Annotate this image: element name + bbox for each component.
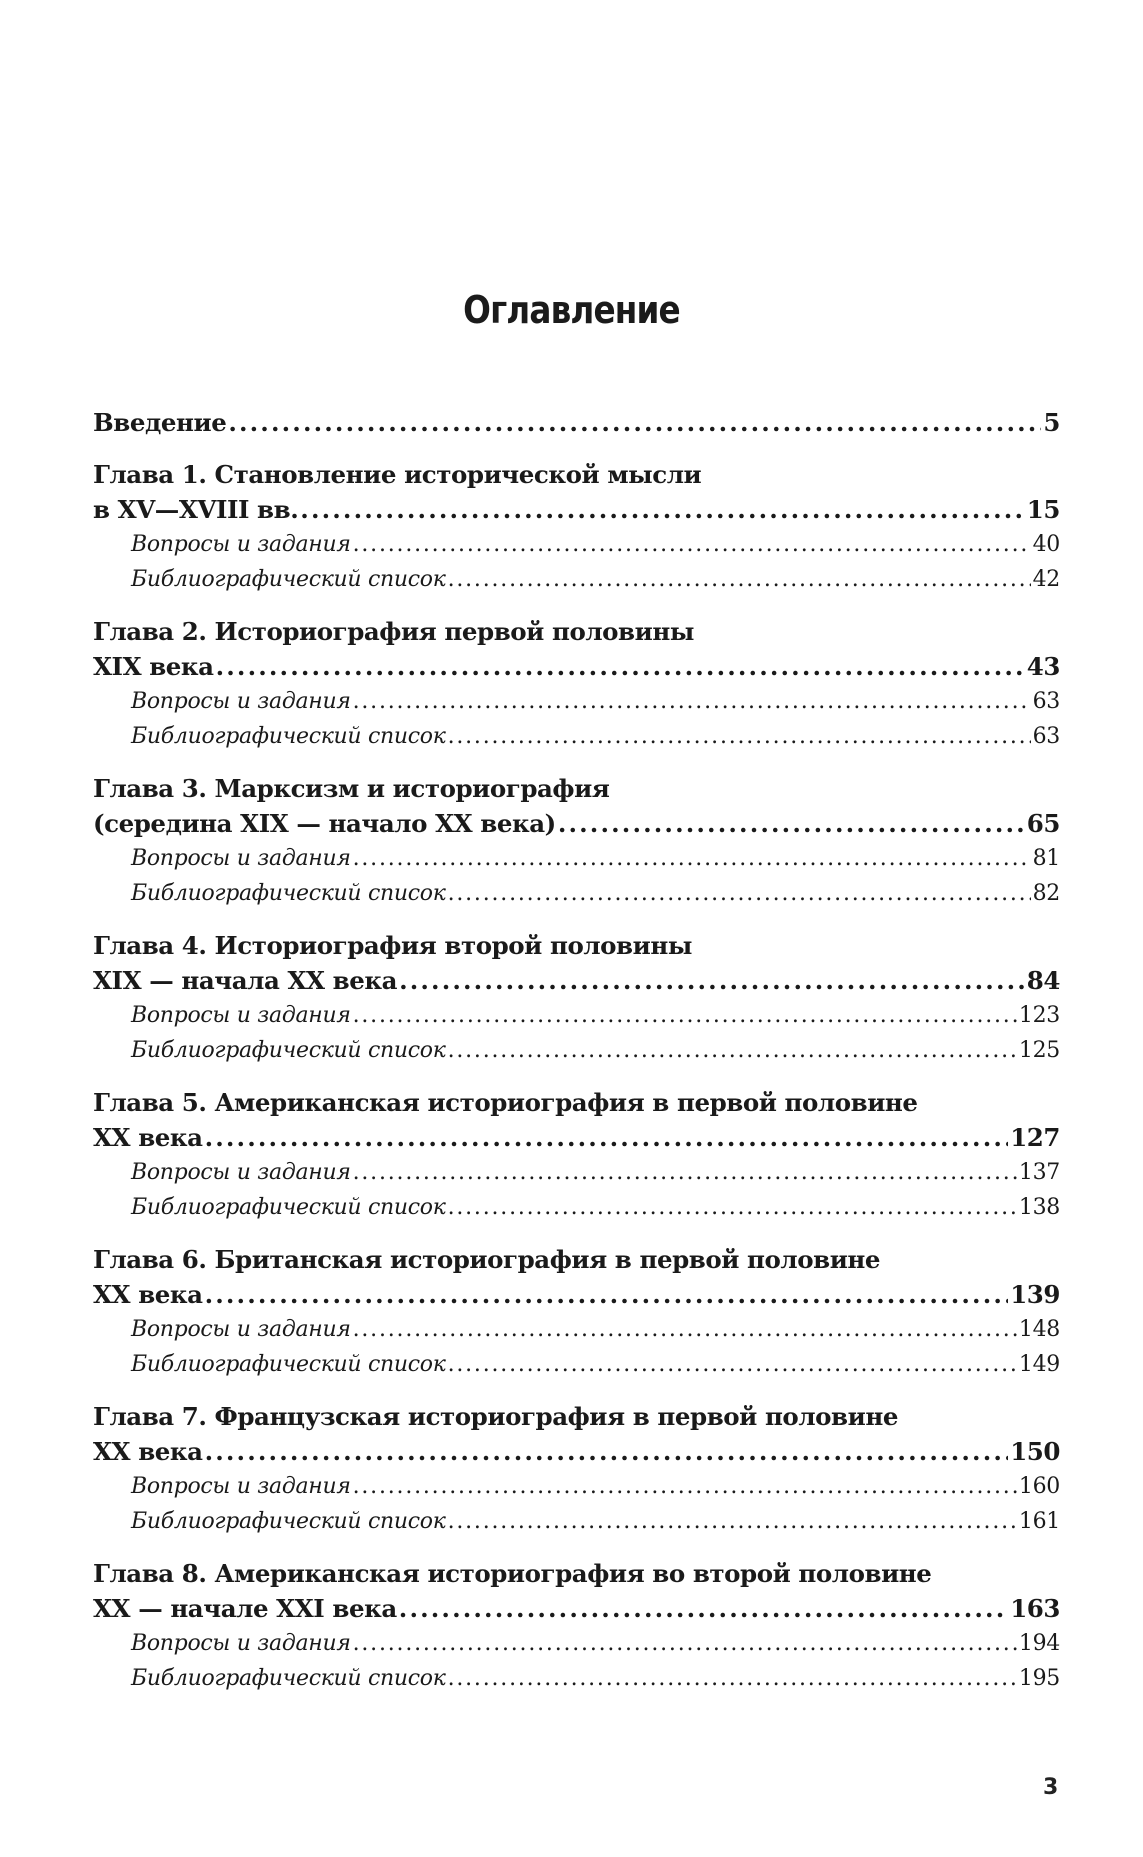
toc-page-number: 160 — [1018, 1474, 1060, 1499]
dot-leader — [205, 1434, 1009, 1469]
toc-page-number: 65 — [1026, 809, 1060, 838]
toc-entry-label: Введение — [93, 408, 227, 437]
toc-gap — [93, 597, 1060, 614]
toc-subentry-label: Вопросы и задания — [131, 846, 351, 871]
toc-page-number: 40 — [1032, 532, 1060, 557]
toc-subentry-label: Библиографический список — [131, 1509, 446, 1534]
toc-entry-title-continued[interactable] — [93, 1434, 1060, 1469]
toc-subentry-label: Вопросы и задания — [131, 1317, 351, 1342]
toc-subentry-label: Библиографический список — [131, 1352, 446, 1377]
dot-leader — [448, 1190, 1017, 1225]
dot-leader — [448, 719, 1031, 754]
toc-entry-ch1 — [93, 457, 1060, 597]
toc-entry-title[interactable] — [93, 405, 1060, 440]
dot-leader — [399, 963, 1025, 998]
toc-subentry[interactable] — [93, 1155, 1060, 1190]
toc-subentry-label: Вопросы и задания — [131, 532, 351, 557]
toc-page-number: 125 — [1018, 1038, 1060, 1063]
toc-entry-title[interactable] — [93, 1399, 1060, 1434]
dot-leader — [216, 649, 1025, 684]
toc-entry-ch2 — [93, 614, 1060, 754]
toc-entry-title[interactable] — [93, 614, 1060, 649]
toc-entry-title-continued[interactable] — [93, 492, 1060, 527]
toc-entry-label: XX века — [93, 1123, 203, 1152]
toc-subentry[interactable] — [93, 1626, 1060, 1661]
toc-page-number: 194 — [1018, 1631, 1060, 1656]
dot-leader — [353, 841, 1031, 876]
toc-page-number: 161 — [1018, 1509, 1060, 1534]
dot-leader — [448, 1661, 1017, 1696]
page-title: Оглавление — [463, 288, 680, 332]
toc-gap — [93, 1382, 1060, 1399]
toc-entry-title-continued[interactable] — [93, 963, 1060, 998]
dot-leader — [300, 492, 1025, 527]
dot-leader — [205, 1120, 1009, 1155]
toc-page-number: 139 — [1010, 1280, 1060, 1309]
toc-subentry[interactable] — [93, 684, 1060, 719]
toc-entry-label: Глава 4. Историография второй половины — [93, 931, 692, 960]
toc-subentry[interactable] — [93, 1312, 1060, 1347]
page-number: 3 — [1043, 1775, 1059, 1800]
toc-page-number: 15 — [1026, 495, 1060, 524]
dot-leader — [353, 1312, 1017, 1347]
toc-gap — [93, 440, 1060, 457]
toc-entry-title-continued[interactable] — [93, 806, 1060, 841]
dot-leader — [448, 1033, 1017, 1068]
toc-entry-label: Глава 8. Американская историография во второй половине — [93, 1559, 932, 1588]
toc-entry-label: Глава 3. Марксизм и историография — [93, 774, 610, 803]
toc-gap — [93, 1539, 1060, 1556]
toc-page-number: 148 — [1018, 1317, 1060, 1342]
dot-leader — [448, 1347, 1017, 1382]
toc-entry-label: (середина XIX — начало XX века) — [93, 809, 556, 838]
toc-page-number: 127 — [1010, 1123, 1060, 1152]
toc-entry-title[interactable] — [93, 1085, 1060, 1120]
dot-leader — [558, 806, 1025, 841]
toc-page-number: 43 — [1026, 652, 1060, 681]
toc-entry-ch8 — [93, 1556, 1060, 1696]
toc-entry-label: Глава 6. Британская историография в первой половине — [93, 1245, 881, 1274]
toc-page-number: 63 — [1032, 724, 1060, 749]
toc-subentry[interactable] — [93, 527, 1060, 562]
toc-entry-label: в XV—XVIII вв. — [93, 495, 299, 524]
dot-leader — [353, 1626, 1017, 1661]
toc-entry-title[interactable] — [93, 457, 1060, 492]
toc-entry-title[interactable] — [93, 928, 1060, 963]
toc-entry-label: XX века — [93, 1280, 203, 1309]
toc-subentry[interactable] — [93, 841, 1060, 876]
toc-subentry-label: Вопросы и задания — [131, 1631, 351, 1656]
toc-subentry-label: Библиографический список — [131, 567, 446, 592]
toc-subentry-label: Вопросы и задания — [131, 1474, 351, 1499]
toc-subentry[interactable] — [93, 998, 1060, 1033]
toc-entry-title-continued[interactable] — [93, 649, 1060, 684]
toc-subentry-label: Библиографический список — [131, 1666, 446, 1691]
toc-entry-label: XX — начале XXI века — [93, 1594, 397, 1623]
toc-page-number: 149 — [1018, 1352, 1060, 1377]
dot-leader — [448, 1504, 1017, 1539]
toc-gap — [93, 754, 1060, 771]
toc-subentry[interactable] — [93, 1504, 1060, 1539]
toc-subentry-label: Библиографический список — [131, 1038, 446, 1063]
dot-leader — [205, 1277, 1009, 1312]
dot-leader — [353, 1155, 1017, 1190]
toc-entry-title[interactable] — [93, 1556, 1060, 1591]
toc-page-number: 123 — [1018, 1003, 1060, 1028]
toc-entry-label: Глава 5. Американская историография в первой половине — [93, 1088, 918, 1117]
dot-leader — [448, 562, 1031, 597]
toc-page-number: 42 — [1032, 567, 1060, 592]
toc-entry-ch4 — [93, 928, 1060, 1068]
toc-page-number: 82 — [1032, 881, 1060, 906]
toc-entry-label: Глава 7. Французская историография в первой половине — [93, 1402, 898, 1431]
toc-page-number: 138 — [1018, 1195, 1060, 1220]
toc-entry-title[interactable] — [93, 1242, 1060, 1277]
toc-entry-label: XIX века — [93, 652, 214, 681]
toc-entry-ch7 — [93, 1399, 1060, 1539]
toc-page-number: 195 — [1018, 1666, 1060, 1691]
toc-gap — [93, 911, 1060, 928]
toc-subentry[interactable] — [93, 1190, 1060, 1225]
toc-subentry[interactable] — [93, 1033, 1060, 1068]
toc-page-number: 84 — [1026, 966, 1060, 995]
toc-entry-intro — [93, 405, 1060, 440]
dot-leader — [353, 1469, 1017, 1504]
toc-subentry-label: Библиографический список — [131, 1195, 446, 1220]
table-of-contents — [93, 405, 1060, 1696]
dot-leader — [353, 684, 1031, 719]
toc-subentry[interactable] — [93, 1347, 1060, 1382]
toc-page-number: 163 — [1010, 1594, 1060, 1623]
dot-leader — [353, 998, 1017, 1033]
toc-page-number: 137 — [1018, 1160, 1060, 1185]
dot-leader — [448, 876, 1031, 911]
toc-subentry[interactable] — [93, 876, 1060, 911]
toc-entry-ch6 — [93, 1242, 1060, 1382]
toc-entry-ch3 — [93, 771, 1060, 911]
toc-entry-label: Глава 2. Историография первой половины — [93, 617, 694, 646]
toc-subentry[interactable] — [93, 719, 1060, 754]
toc-subentry-label: Вопросы и задания — [131, 1003, 351, 1028]
toc-entry-title-continued[interactable] — [93, 1591, 1060, 1626]
toc-subentry-label: Библиографический список — [131, 881, 446, 906]
dot-leader — [228, 405, 1041, 440]
toc-entry-label: Глава 1. Становление исторической мысли — [93, 460, 702, 489]
toc-subentry[interactable] — [93, 562, 1060, 597]
toc-page-number: 5 — [1043, 408, 1060, 437]
toc-gap — [93, 1068, 1060, 1085]
toc-entry-ch5 — [93, 1085, 1060, 1225]
toc-entry-label: XIX — начала XX века — [93, 966, 398, 995]
toc-subentry[interactable] — [93, 1661, 1060, 1696]
dot-leader — [399, 1591, 1008, 1626]
toc-gap — [93, 1225, 1060, 1242]
toc-entry-title[interactable] — [93, 771, 1060, 806]
toc-page-number: 81 — [1032, 846, 1060, 871]
toc-subentry-label: Вопросы и задания — [131, 1160, 351, 1185]
toc-subentry-label: Библиографический список — [131, 724, 446, 749]
toc-entry-title-continued[interactable] — [93, 1120, 1060, 1155]
toc-entry-label: XX века — [93, 1437, 203, 1466]
dot-leader — [353, 527, 1031, 562]
toc-page-number: 150 — [1010, 1437, 1060, 1466]
toc-subentry[interactable] — [93, 1469, 1060, 1504]
toc-entry-title-continued[interactable] — [93, 1277, 1060, 1312]
toc-page-number: 63 — [1032, 689, 1060, 714]
toc-subentry-label: Вопросы и задания — [131, 689, 351, 714]
